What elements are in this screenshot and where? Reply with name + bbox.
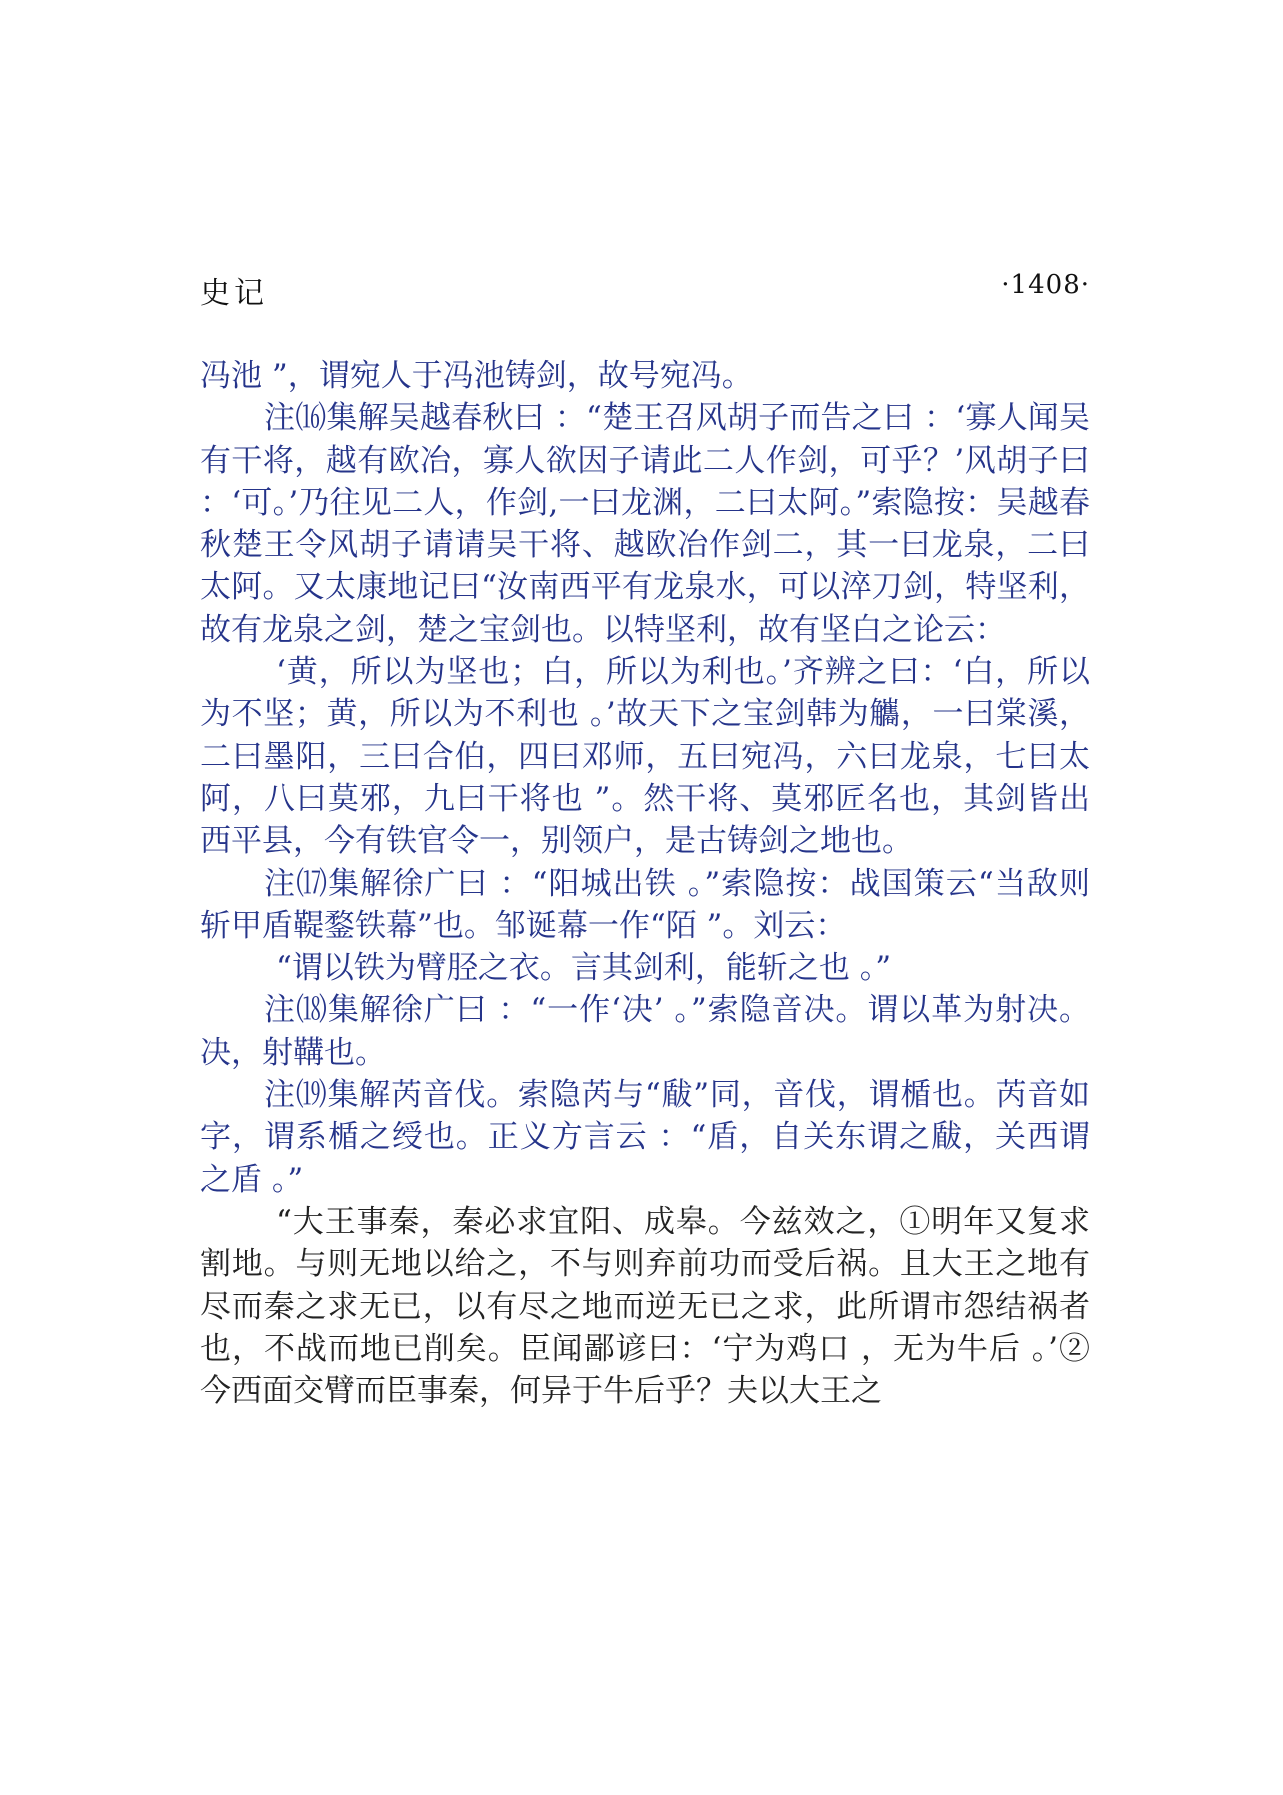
note-paragraph: 注⒅集解徐广曰 ：“一作‘决’ 。”索隐音决。谓以革为射决。决，射鞲也。	[200, 992, 1090, 1071]
page-number: ·1408·	[1001, 270, 1090, 300]
main-text-paragraph: “大王事秦，秦必求宜阳、成皋。今兹效之，①明年又复求割地。与则无地以给之，不与则弃前功而受后祸。且大王之地有尽而秦之求无已，以有尽之地而逆无已之求，此所谓市怨结祸者也，不战而地已削矣。臣闻鄙谚曰：‘宁为鸡口 ，无为牛后 。’②今西面交臂而臣事秦，何异于牛后乎？夫以大王之	[200, 1203, 1090, 1410]
note-quote-paragraph: ‘黄，所以为坚也；白，所以为利也。’齐辨之曰：‘白，所以为不坚；黄，所以为不利也 。’故天下之宝剑韩为觿，一曰棠溪，二曰墨阳，三曰合伯，四曰邓师，五曰宛冯，六曰龙泉，七曰太阿，八曰莫邪，九曰干将也 ”。然干将、莫邪匠名也，其剑皆出西平县，今有铁官令一，别领户，是古铸剑之地也。	[200, 654, 1090, 860]
note-paragraph: 冯池 ”，谓宛人于冯池铸剑，故号宛冯。	[200, 358, 753, 394]
note-paragraph: 注⒃集解吴越春秋曰 ：“楚王召风胡子而告之曰 ：‘寡人闻吴有干将，越有欧冶，寡人欲因子请此二人作剑，可乎？’风胡子曰：‘可。’乃往见二人，作剑,一曰龙渊，二曰太阿。”索隐按：吴越春秋楚王令风胡子请请吴干将、越欧冶作剑二，其一曰龙泉，二曰太阿。又太康地记曰“汝南西平有龙泉水，可以淬刀剑，特坚利，故有龙泉之剑，楚之宝剑也。以特坚利，故有坚白之论云：	[200, 400, 1090, 648]
page-header	[200, 268, 1090, 311]
page-body	[200, 355, 1090, 1412]
note-paragraph: 注⒆集解芮音伐。索隐芮与“瞂”同，音伐，谓楯也。芮音如字，谓系楯之绶也。正义方言云 ：“盾，自关东谓之瞂，关西谓之盾 。”	[200, 1077, 1090, 1198]
book-title: 史记	[200, 276, 268, 311]
note-quote-paragraph: “谓以铁为臂胫之衣。言其剑利，能斩之也 。”	[276, 950, 892, 987]
note-paragraph: 注⒄集解徐广曰 ：“阳城出铁 。”索隐按：战国策云“当敌则斩甲盾鞮鍪铁幕”也。邹诞幕一作“陌 ”。刘云：	[200, 865, 1090, 944]
